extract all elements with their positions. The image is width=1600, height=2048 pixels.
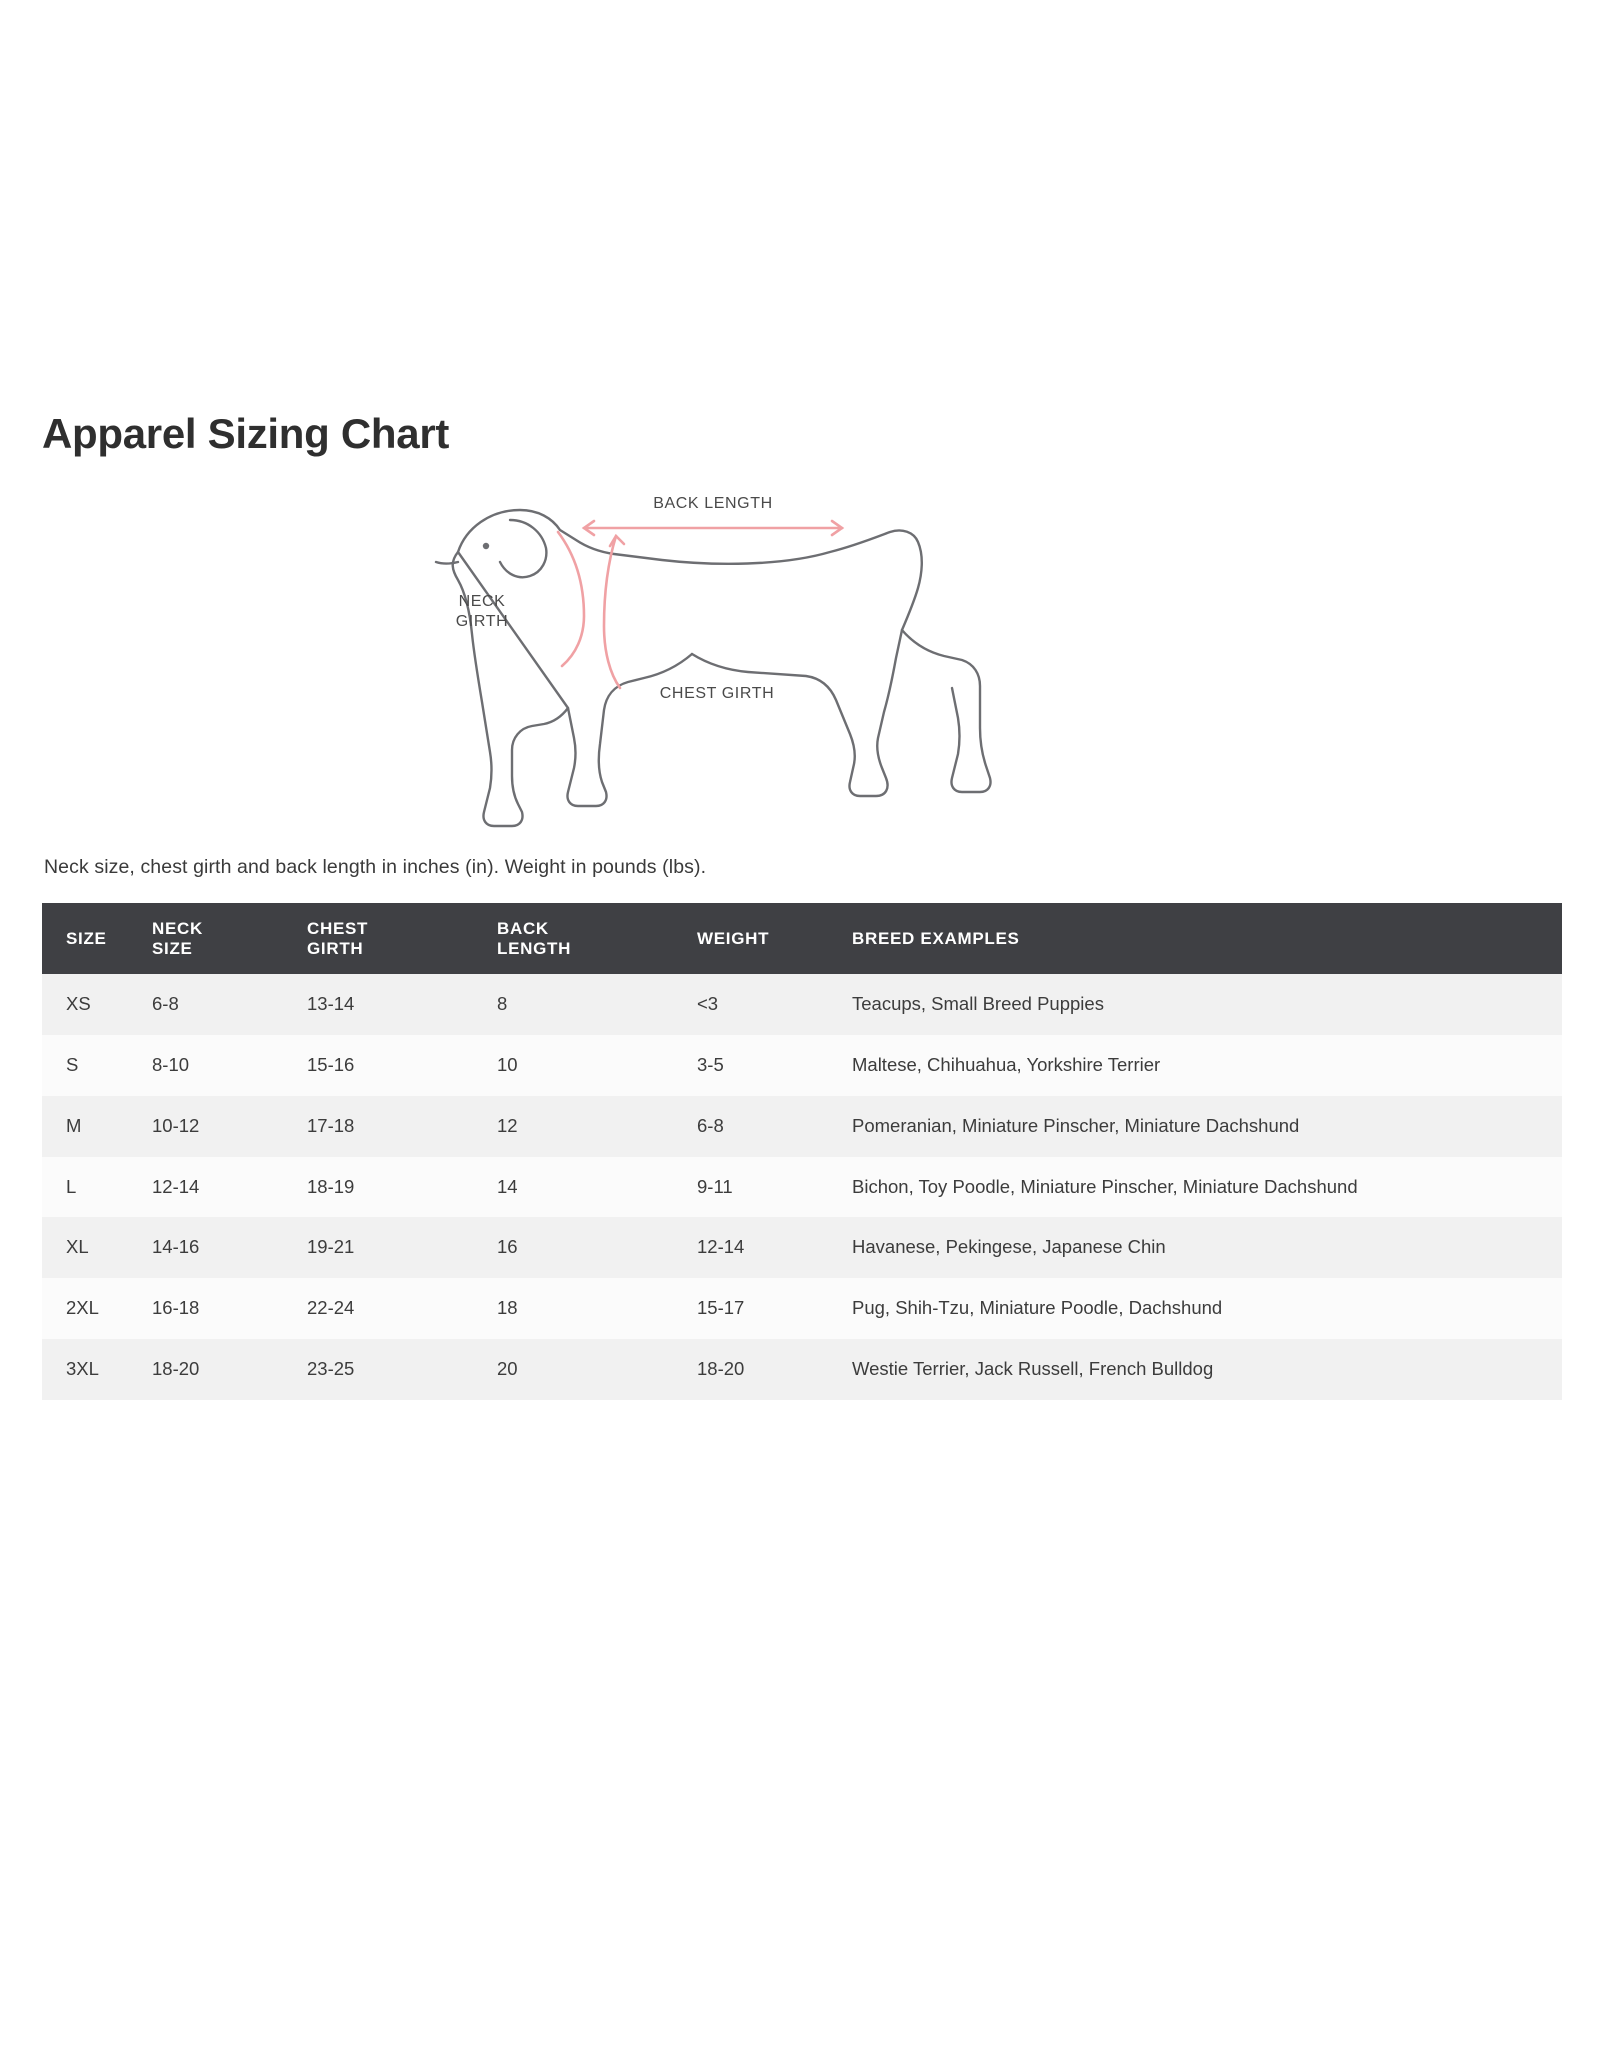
cell-back: 8 bbox=[497, 993, 508, 1015]
cell-weight: 15-17 bbox=[697, 1297, 745, 1319]
column-header-neck-size bbox=[152, 903, 307, 974]
cell-weight: <3 bbox=[697, 993, 719, 1015]
column-header-back-line1: BACK bbox=[497, 919, 549, 938]
cell-weight: 3-5 bbox=[697, 1053, 724, 1075]
units-note: Neck size, chest girth and back length in inches (in). Weight in pounds (lbs). bbox=[44, 856, 707, 878]
column-header-neck-line1: NECK bbox=[152, 919, 203, 938]
column-header-breed-examples bbox=[852, 903, 1562, 974]
cell-breeds: Westie Terrier, Jack Russell, French Bulldog bbox=[852, 1357, 1214, 1379]
table-row bbox=[42, 1157, 1562, 1218]
cell-breeds: Maltese, Chihuahua, Yorkshire Terrier bbox=[852, 1053, 1161, 1075]
dog-diagram-svg bbox=[362, 476, 1242, 836]
table-row bbox=[42, 1035, 1562, 1096]
content-container bbox=[42, 410, 1562, 1400]
cell-size: S bbox=[66, 1053, 79, 1075]
cell-back: 14 bbox=[497, 1175, 518, 1197]
cell-back: 10 bbox=[497, 1053, 518, 1075]
cell-chest: 23-25 bbox=[307, 1357, 355, 1379]
table-row bbox=[42, 1217, 1562, 1278]
cell-breeds: Havanese, Pekingese, Japanese Chin bbox=[852, 1236, 1166, 1258]
cell-chest: 15-16 bbox=[307, 1053, 355, 1075]
cell-size: XS bbox=[66, 993, 91, 1015]
column-header-size-label: SIZE bbox=[66, 928, 107, 948]
cell-neck: 18-20 bbox=[152, 1357, 200, 1379]
cell-chest: 13-14 bbox=[307, 993, 355, 1015]
dog-outline-icon bbox=[436, 510, 991, 826]
cell-neck: 12-14 bbox=[152, 1175, 200, 1197]
cell-breeds: Pomeranian, Miniature Pinscher, Miniature Dachshund bbox=[852, 1114, 1300, 1136]
page-title: Apparel Sizing Chart bbox=[42, 410, 450, 457]
cell-neck: 10-12 bbox=[152, 1114, 200, 1136]
column-header-back-length bbox=[497, 903, 697, 974]
back-length-label: BACK LENGTH bbox=[653, 495, 773, 512]
cell-neck: 16-18 bbox=[152, 1297, 200, 1319]
column-header-neck-line2: SIZE bbox=[152, 938, 193, 958]
cell-weight: 18-20 bbox=[697, 1357, 745, 1379]
cell-weight: 6-8 bbox=[697, 1114, 724, 1136]
table-row bbox=[42, 974, 1562, 1035]
cell-chest: 22-24 bbox=[307, 1297, 355, 1319]
cell-weight: 12-14 bbox=[697, 1236, 745, 1258]
cell-size: M bbox=[66, 1114, 82, 1136]
cell-neck: 14-16 bbox=[152, 1236, 200, 1258]
cell-back: 16 bbox=[497, 1236, 518, 1258]
sizing-table bbox=[42, 903, 1562, 1400]
table-body bbox=[42, 974, 1562, 1400]
cell-size: 3XL bbox=[66, 1357, 99, 1379]
table-row bbox=[42, 1278, 1562, 1339]
cell-chest: 18-19 bbox=[307, 1175, 355, 1197]
cell-back: 12 bbox=[497, 1114, 518, 1136]
column-header-weight bbox=[697, 903, 852, 974]
neck-girth-label-line2: GIRTH bbox=[455, 613, 509, 630]
column-header-chest-line2: GIRTH bbox=[307, 938, 364, 958]
chest-girth-measure bbox=[604, 536, 624, 688]
cell-size: XL bbox=[66, 1236, 89, 1258]
table-row bbox=[42, 1096, 1562, 1157]
cell-weight: 9-11 bbox=[697, 1175, 733, 1197]
neck-girth-label-line1: NECK bbox=[458, 593, 506, 610]
column-header-breed-label: BREED EXAMPLES bbox=[852, 928, 1020, 948]
cell-chest: 19-21 bbox=[307, 1236, 355, 1258]
column-header-weight-label: WEIGHT bbox=[697, 928, 770, 948]
cell-breeds: Pug, Shih-Tzu, Miniature Poodle, Dachshund bbox=[852, 1297, 1223, 1319]
table-header-row bbox=[42, 903, 1562, 974]
cell-back: 18 bbox=[497, 1297, 518, 1319]
table-row bbox=[42, 1339, 1562, 1400]
dog-measurement-diagram bbox=[42, 476, 1562, 846]
cell-neck: 8-10 bbox=[152, 1053, 190, 1075]
back-length-measure bbox=[584, 521, 842, 535]
table-header bbox=[42, 903, 1562, 974]
cell-breeds: Bichon, Toy Poodle, Miniature Pinscher, Miniature Dachshund bbox=[852, 1175, 1358, 1197]
cell-size: L bbox=[66, 1175, 77, 1197]
cell-neck: 6-8 bbox=[152, 993, 179, 1015]
column-header-size bbox=[42, 903, 152, 974]
column-header-chest-girth bbox=[307, 903, 497, 974]
chest-girth-label: CHEST GIRTH bbox=[659, 685, 775, 702]
cell-back: 20 bbox=[497, 1357, 518, 1379]
column-header-back-line2: LENGTH bbox=[497, 938, 572, 958]
cell-size: 2XL bbox=[66, 1297, 99, 1319]
cell-breeds: Teacups, Small Breed Puppies bbox=[852, 993, 1104, 1015]
cell-chest: 17-18 bbox=[307, 1114, 355, 1136]
column-header-chest-line1: CHEST bbox=[307, 919, 369, 938]
neck-girth-measure bbox=[558, 532, 584, 666]
